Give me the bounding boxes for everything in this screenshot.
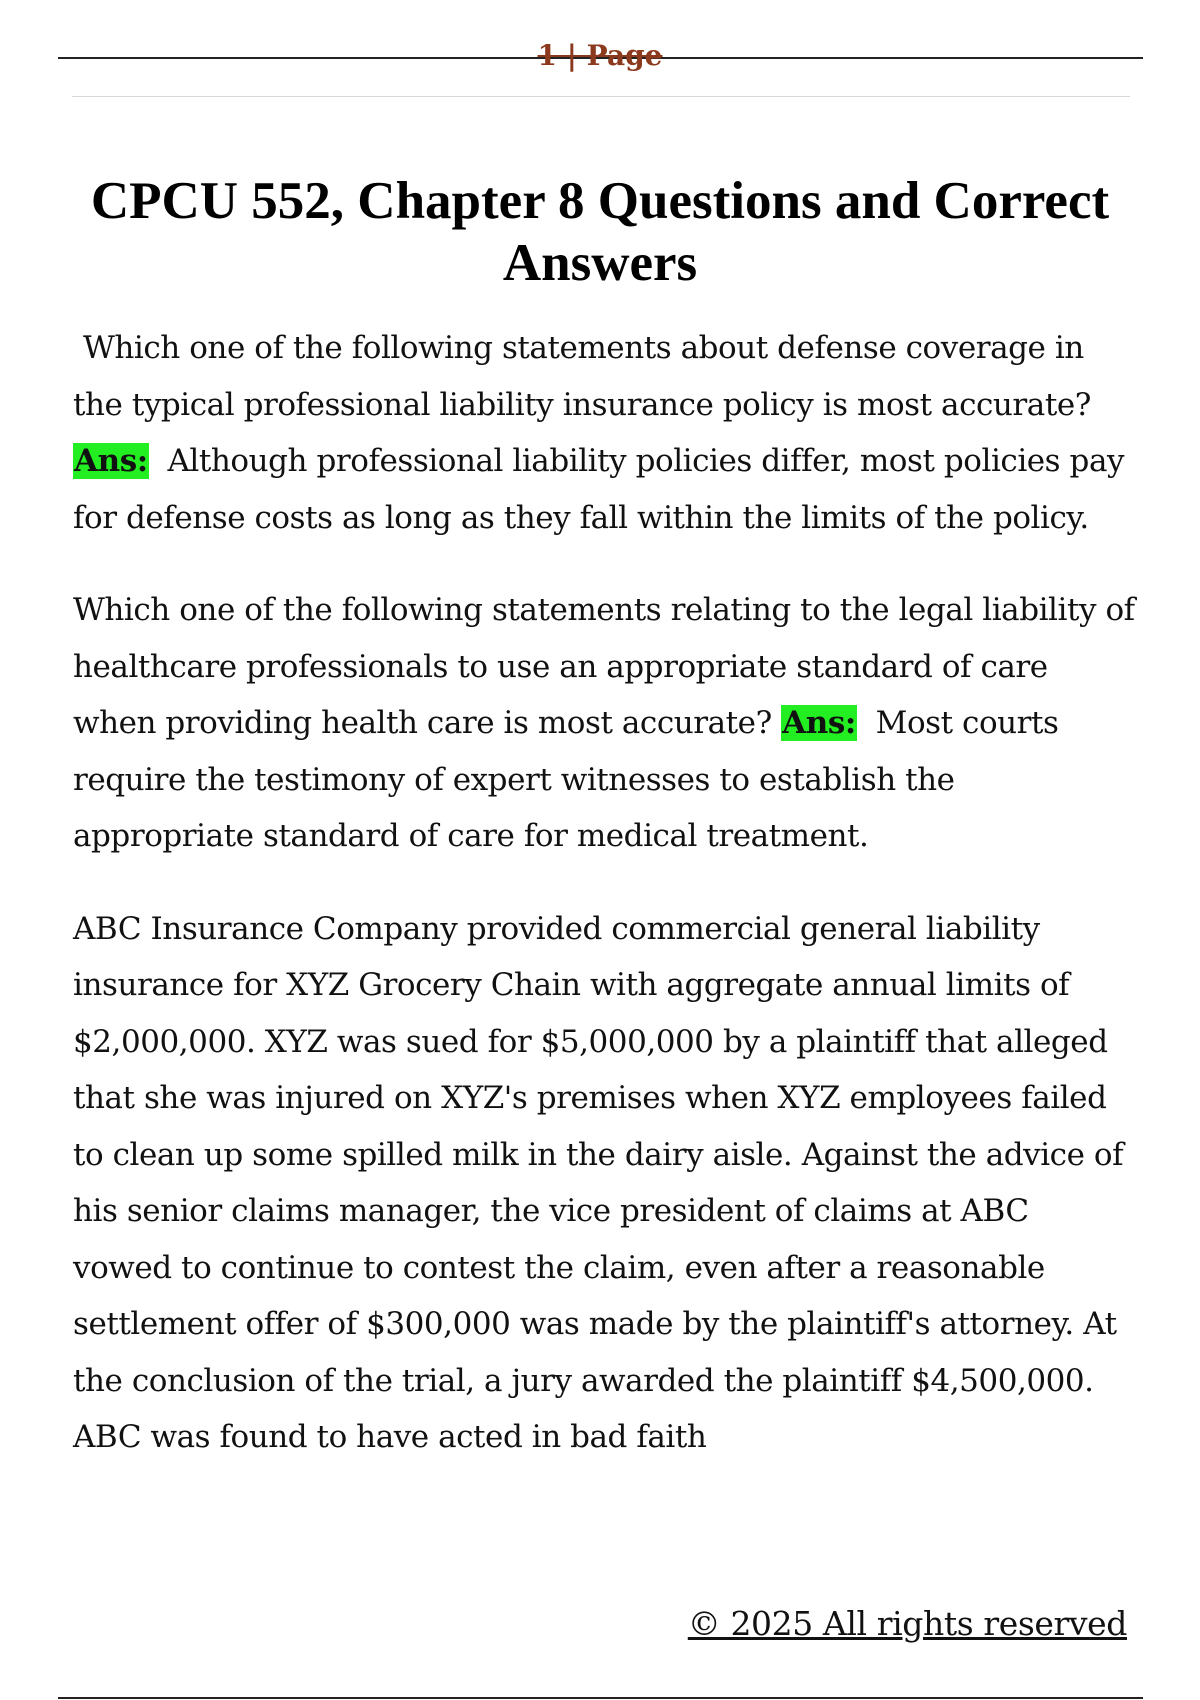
copyright-notice: © 2025 All rights reserved [687, 1604, 1127, 1643]
document-body [73, 320, 1135, 1502]
document-title: CPCU 552, Chapter 8 Questions and Correct Answers [90, 172, 1110, 292]
page-number-label: 1 | Page [537, 39, 663, 72]
header-divider [72, 96, 1130, 97]
answer-text: Although professional liability policies differ, most policies pay for defense costs as long as they fall within the limits of the policy. [73, 443, 1125, 536]
answer-tag: Ans: [74, 443, 148, 479]
question-text: Which one of the following statements relating to the legal liability of healthcare professionals to use an appropriate standard of care when providing health care is most accurate? [73, 592, 1135, 741]
qa-item-1 [73, 320, 1135, 546]
answer-text: Most courts require the testimony of expert witnesses to establish the appropriate standard of care for medical treatment. [73, 705, 1059, 854]
question-text: Which one of the following statements about defense coverage in the typical professional liability insurance policy is most accurate? [73, 330, 1091, 423]
answer-tag: Ans: [782, 705, 856, 741]
qa-item-2 [73, 582, 1135, 865]
qa-item-3 [73, 901, 1135, 1466]
question-text: ABC Insurance Company provided commercial general liability insurance for XYZ Grocery Chain with aggregate annual limits of $2,000,000. XYZ was sued for $5,000,000 by a plaintiff that alleged that she was injured on XYZ's premises when XYZ employees failed to clean up some spilled milk in the dairy aisle. Against the advice of his senior claims manager, the vice president of claims at ABC vowed to continue to contest the claim, even after a reasonable settlement offer of $300,000 was made by the plaintiff's attorney. At the conclusion of the trial, a jury awarded the plaintiff $4,500,000. ABC was found to have acted in bad faith [73, 910, 1124, 1455]
footer-rule [58, 1697, 1143, 1699]
